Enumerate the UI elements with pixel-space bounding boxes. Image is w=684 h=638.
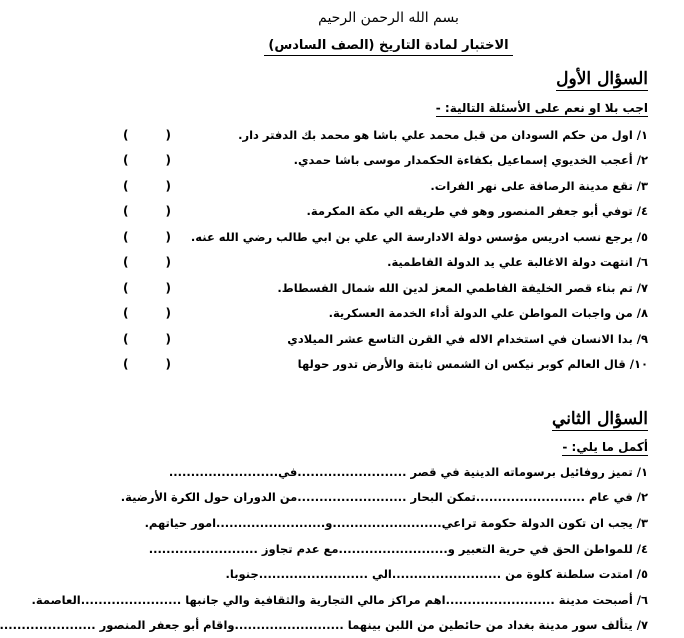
paren-open: ( — [123, 332, 129, 346]
paren-close: ) — [165, 357, 171, 371]
fill-question-6[interactable]: ٦/ أصبحت مدينة .........................اهم مراكز مالي التجارية والثقافية والي جانبها .......................العاصمة. — [31, 593, 648, 607]
tf-question-text: ٨/ من واجبات المواطن علي الدولة أداء الخدمة العسكرية. — [328, 306, 648, 320]
fill-question-1[interactable]: ١/ تميز روفائيل برسوماته الدينية في قصر .........................في......................... — [168, 465, 648, 479]
paren-close: ) — [165, 153, 171, 167]
paren-open: ( — [123, 357, 129, 371]
tf-question-text: ٦/ انتهت دولة الاغالبة علي يد الدولة الفاطمية. — [387, 255, 648, 269]
paren-close: ) — [165, 128, 171, 142]
tf-question-10 — [115, 353, 648, 375]
answer-box[interactable] — [123, 277, 171, 299]
tf-question-9 — [115, 328, 648, 350]
paren-close: ) — [165, 255, 171, 269]
paren-open: ( — [123, 306, 129, 320]
tf-question-text: ٩/ بدا الانسان في استخدام الاله في القرن التاسع عشر الميلادي — [287, 332, 648, 346]
paren-close: ) — [165, 306, 171, 320]
section2-heading: السؤال الثاني — [552, 409, 648, 429]
tf-question-text: ٢/ أعجب الخديوي إسماعيل بكفاءة الحكمدار موسى باشا حمدي. — [293, 153, 648, 167]
paren-open: ( — [123, 179, 129, 193]
tf-question-6 — [115, 251, 648, 273]
answer-box[interactable] — [123, 200, 171, 222]
answer-box[interactable] — [123, 302, 171, 324]
tf-question-3 — [115, 175, 648, 197]
tf-question-8 — [115, 302, 648, 324]
fill-question-5[interactable]: ٥/ امتدت سلطنة كلوة من .........................الي .........................جنوبا. — [225, 567, 648, 581]
paren-open: ( — [123, 204, 129, 218]
fill-question-3[interactable]: ٣/ يجب ان تكون الدولة حكومة تراعي.........................و.........................امور حياتهم. — [144, 516, 648, 530]
tf-question-text: ٤/ توفي أبو جعفر المنصور وهو في طريقه الي مكة المكرمة. — [306, 204, 648, 218]
fill-question-7[interactable]: ٧/ يتألف سور مدينة بغداد من حائطين من اللبن بينهما .........................واقام أبو جعفر المنصور ...................... — [0, 618, 648, 632]
answer-box[interactable] — [123, 149, 171, 171]
answer-box[interactable] — [123, 124, 171, 146]
tf-question-1 — [115, 124, 648, 146]
paren-close: ) — [165, 332, 171, 346]
tf-question-text: ٣/ تقع مدينة الرصافة على نهر الفرات. — [430, 179, 648, 193]
paren-open: ( — [123, 128, 129, 142]
tf-question-text: ١/ اول من حكم السودان من قبل محمد علي باشا هو محمد بك الدفتر دار. — [238, 128, 648, 142]
answer-box[interactable] — [123, 328, 171, 350]
exam-title-text: الاختبار لمادة التاريخ (الصف السادس) — [264, 38, 512, 56]
answer-box[interactable] — [123, 175, 171, 197]
tf-question-5 — [115, 226, 648, 248]
answer-box[interactable] — [123, 251, 171, 273]
paren-close: ) — [165, 230, 171, 244]
answer-box[interactable] — [123, 353, 171, 375]
paren-close: ) — [165, 179, 171, 193]
section2-instruction: أكمل ما يلي: - — [562, 440, 648, 454]
fill-question-2[interactable]: ٢/ في عام .........................تمكن البحار .........................من الدوران حول الكرة الأرضية. — [120, 490, 648, 504]
tf-question-7 — [115, 277, 648, 299]
paren-close: ) — [165, 281, 171, 295]
tf-question-2 — [115, 149, 648, 171]
tf-question-4 — [115, 200, 648, 222]
tf-question-text: ٧/ تم بناء قصر الخليفة الفاطمي المعز لدين الله شمال الفسطاط. — [277, 281, 648, 295]
tf-question-text: ١٠/ قال العالم كوبر نيكس ان الشمس ثابتة والأرض تدور حولها — [297, 357, 648, 371]
fill-question-4[interactable]: ٤/ للمواطن الحق في حرية التعبير و.........................مع عدم تجاوز ......................... — [148, 542, 648, 556]
answer-box[interactable] — [123, 226, 171, 248]
section1-heading: السؤال الأول — [556, 69, 648, 89]
paren-open: ( — [123, 255, 129, 269]
paren-open: ( — [123, 281, 129, 295]
tf-question-text: ٥/ يرجع نسب ادريس مؤسس دولة الادارسة الي علي بن ابي طالب رضي الله عنه. — [190, 230, 648, 244]
paren-close: ) — [165, 204, 171, 218]
basmala: بسم الله الرحمن الرحيم — [318, 10, 459, 26]
paren-open: ( — [123, 153, 129, 167]
section1-instruction: اجب بلا او نعم على الأسئلة التالية: - — [435, 101, 648, 115]
paren-open: ( — [123, 230, 129, 244]
exam-title — [93, 38, 684, 53]
